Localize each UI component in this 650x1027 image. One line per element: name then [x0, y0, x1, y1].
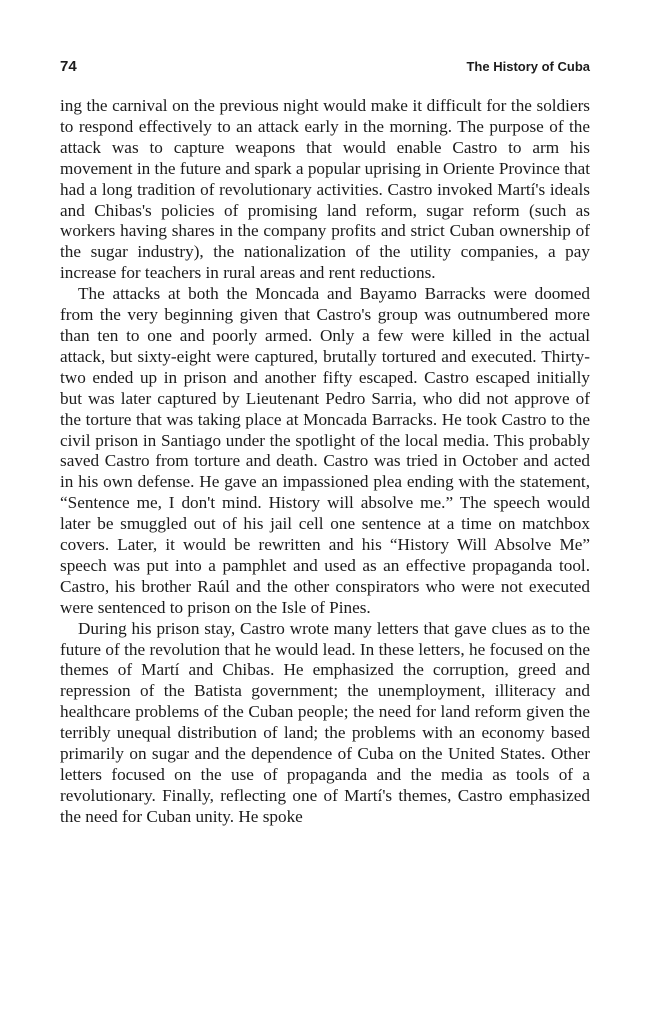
paragraph: During his prison stay, Castro wrote many letters that gave clues as to the future of the revolution that he would lead. In these letters, he focused on the themes of Martí and Chibas. He emphasized the corruption, greed and repression of the Batista government; the unemployment, illiteracy and healthcare problems of the Cuban people; the need for land reform given the terribly unequal distribution of land; the problems with an economy based primarily on sugar and the dependence of Cuba on the United States. Other letters focused on the use of propaganda and the media as tools of a revolutionary. Finally, reflecting one of Martí's themes, Castro emphasized the need for Cuban unity. He spoke — [60, 618, 590, 826]
running-head: The History of Cuba — [466, 59, 590, 74]
paragraph: The attacks at both the Moncada and Bayamo Barracks were doomed from the very beginning given that Castro's group was outnumbered more than ten to one and poorly armed. Only a few were killed in the actual attack, but sixty-eight were captured, brutally tortured and executed. Thirty-two ended up in prison and another fifty escaped. Castro escaped initially but was later captured by Lieutenant Pedro Sarria, who did not approve of the torture that was taking place at Moncada Barracks. He took Castro to the civil prison in Santiago under the spotlight of the local media. This probably saved Castro from torture and death. Castro was tried in October and acted in his own defense. He gave an impassioned plea ending with the statement, “Sentence me, I don't mind. History will absolve me.” The speech would later be smuggled out of his jail cell one sentence at a time on matchbox covers. Later, it would be rewritten and his “History Will Absolve Me” speech was put into a pamphlet and used as an effective propaganda tool. Castro, his brother Raúl and the other conspirators who were not executed were sentenced to prison on the Isle of Pines. — [60, 284, 590, 617]
body-text — [60, 96, 590, 828]
page-header — [60, 58, 590, 80]
paragraph-continued: ing the carnival on the previous night would make it difficult for the soldiers to respond effectively to an attack early in the morning. The purpose of the attack was to capture weapons that would enable Castro to arm his movement in the future and spark a popular uprising in Oriente Province that had a long tradition of revolutionary activities. Castro invoked Martí's ideals and Chibas's policies of promising land reform, sugar reform (such as workers having shares in the company profits and strict Cuban ownership of the sugar industry), the nationalization of the utility companies, a pay increase for teachers in rural areas and rent reductions. — [60, 96, 590, 283]
book-page — [60, 58, 590, 828]
page-number: 74 — [60, 58, 77, 75]
